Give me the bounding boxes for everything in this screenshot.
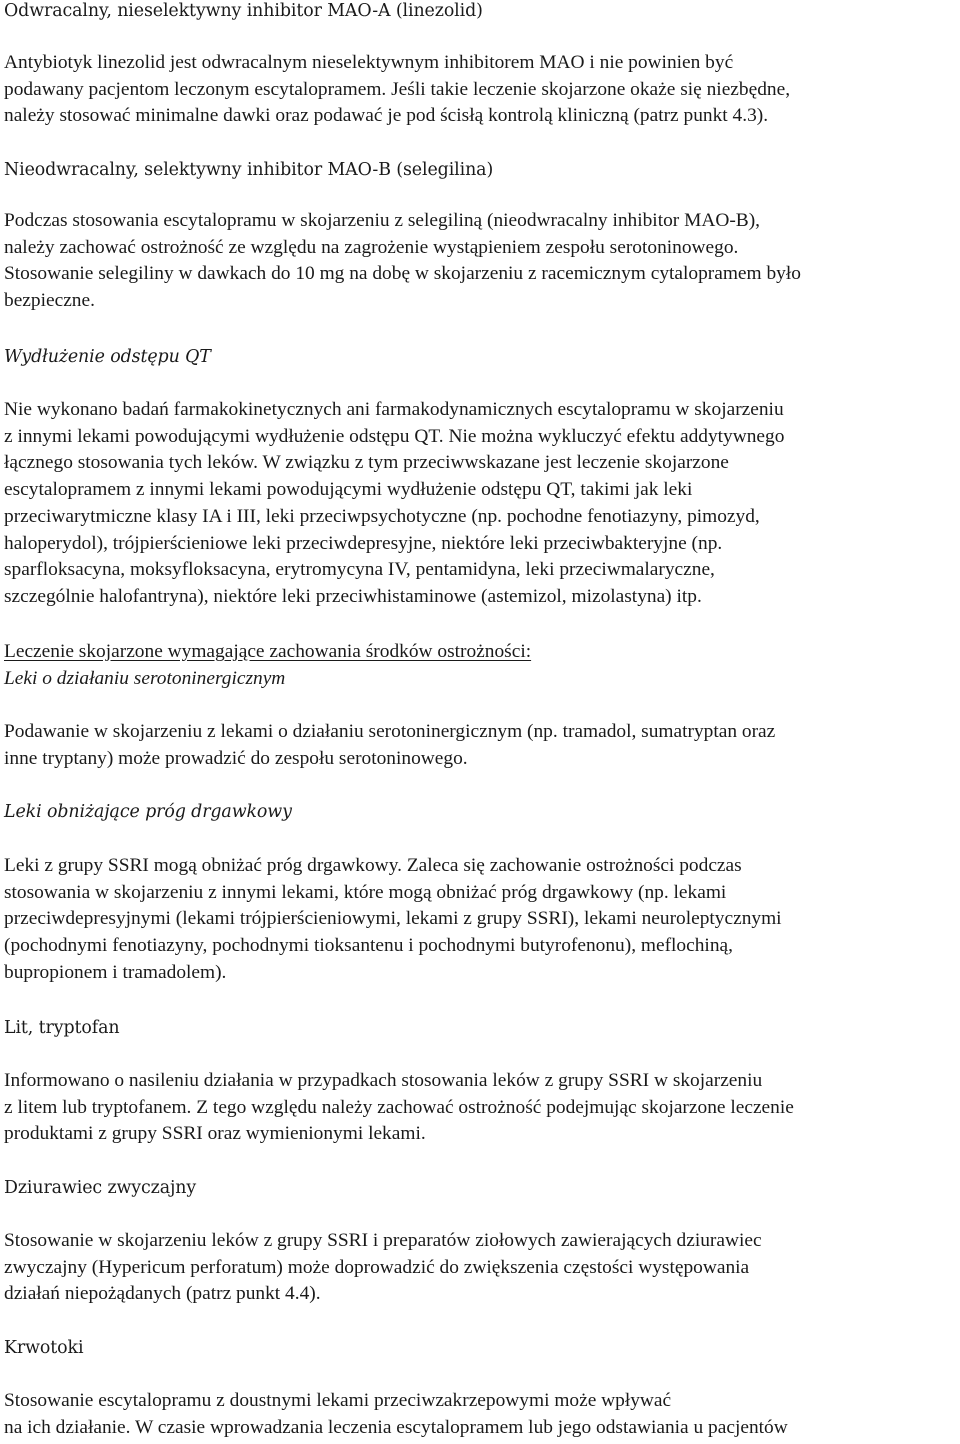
paragraph-qt: Nie wykonano badań farmakokinetycznych ani farmakodynamicznych escytalopramu w skojarzeniu z innymi lekami powodującymi wydłużenie odstępu QT. Nie można wykluczyć efektu addytywnego łącznego stosowania tych leków. W związku z tym przeciwwskazane jest leczenie skojarzone escytalopramem z innymi lekami powodującymi wydłużenie odstępu QT, takimi jak leki przeciwarytmiczne klasy IA i III, leki przeciwpsychotyczne (np. pochodne fenotiazyny, pimozyd, haloperydol), trójpierścieniowe leki przeciwdepresyjne, niektóre leki przeciwbakteryjne (np. sparfloksacyna, moksyfloksacyna, erytromycyna IV, pentamidyna, leki przeciwmalaryczne, szczególnie halofantryna), niektóre leki przeciwhistaminowe (astemizol, mizolastyna) itp. (4, 399, 785, 607)
subheading-seizure-threshold: Leki obniżające próg drgawkowy (4, 802, 292, 822)
paragraph-serotonergic: Podawanie w skojarzeniu z lekami o działaniu serotoninergicznym (np. tramadol, sumatryptan oraz inne tryptany) może prowadzić do zespołu serotoninowego. (4, 721, 776, 769)
section-heading-mao-a: Odwracalny, nieselektywny inhibitor MAO-A (linezolid) (4, 1, 483, 21)
section-heading-precautions: Leczenie skojarzone wymagające zachowania środków ostrożności: (4, 641, 532, 662)
paragraph-st-johns-wort: Stosowanie w skojarzeniu leków z grupy SSRI i preparatów ziołowych zawierających dziurawiec zwyczajny (Hypericum perforatum) może doprowadzić do zwiększenia częstości występowania działań niepożądanych (patrz punkt 4.4). (4, 1230, 762, 1305)
subheading-haemorrhage: Krwotoki (4, 1338, 84, 1358)
subheading-st-johns-wort: Dziurawiec zwyczajny (4, 1178, 197, 1198)
paragraph-mao-b: Podczas stosowania escytalopramu w skojarzeniu z selegiliną (nieodwracalny inhibitor MAO-B), należy zachować ostrożność ze względu na zagrożenie wystąpieniem zespołu serotoninowego. Stosowanie selegiliny w dawkach do 10 mg na dobę w skojarzeniu z racemicznym cytalopramem było bezpieczne. (4, 210, 801, 312)
section-heading-qt: Wydłużenie odstępu QT (4, 347, 211, 367)
paragraph-seizure-threshold: Leki z grupy SSRI mogą obniżać próg drgawkowy. Zaleca się zachowanie ostrożności podczas stosowania w skojarzeniu z innymi lekami, które mogą obniżać próg drgawkowy (np. lekami przeciwdepresyjnymi (lekami trójpierścieniowymi, lekami z grupy SSRI), lekami neuroleptycznymi (pochodnymi fenotiazyny, pochodnymi tioksantenu i pochodnymi butyrofenonu), meflochiną, bupropionem i tramadolem). (4, 855, 782, 983)
paragraph-lithium-tryptophan: Informowano o nasileniu działania w przypadkach stosowania leków z grupy SSRI w skojarzeniu z litem lub tryptofanem. Z tego względu należy zachować ostrożność podejmując skojarzone leczenie produktami z grupy SSRI oraz wymienionymi lekami. (4, 1070, 794, 1145)
subheading-lithium-tryptophan: Lit, tryptofan (4, 1018, 120, 1038)
section-heading-mao-b: Nieodwracalny, selektywny inhibitor MAO-B (selegilina) (4, 160, 494, 180)
subheading-serotonergic: Leki o działaniu serotoninergicznym (4, 668, 286, 689)
paragraph-mao-a: Antybiotyk linezolid jest odwracalnym nieselektywnym inhibitorem MAO i nie powinien być podawany pacjentom leczonym escytalopramem. Jeśli takie leczenie skojarzone okaże się niezbędne, należy stosować minimalne dawki oraz podawać je pod ścisłą kontrolą kliniczną (patrz punkt 4.3). (4, 52, 791, 127)
paragraph-haemorrhage: Stosowanie escytalopramu z doustnymi lekami przeciwzakrzepowymi może wpływać na ich działanie. W czasie wprowadzania leczenia escytalopramem lub jego odstawiania u pacjentów (4, 1390, 788, 1438)
